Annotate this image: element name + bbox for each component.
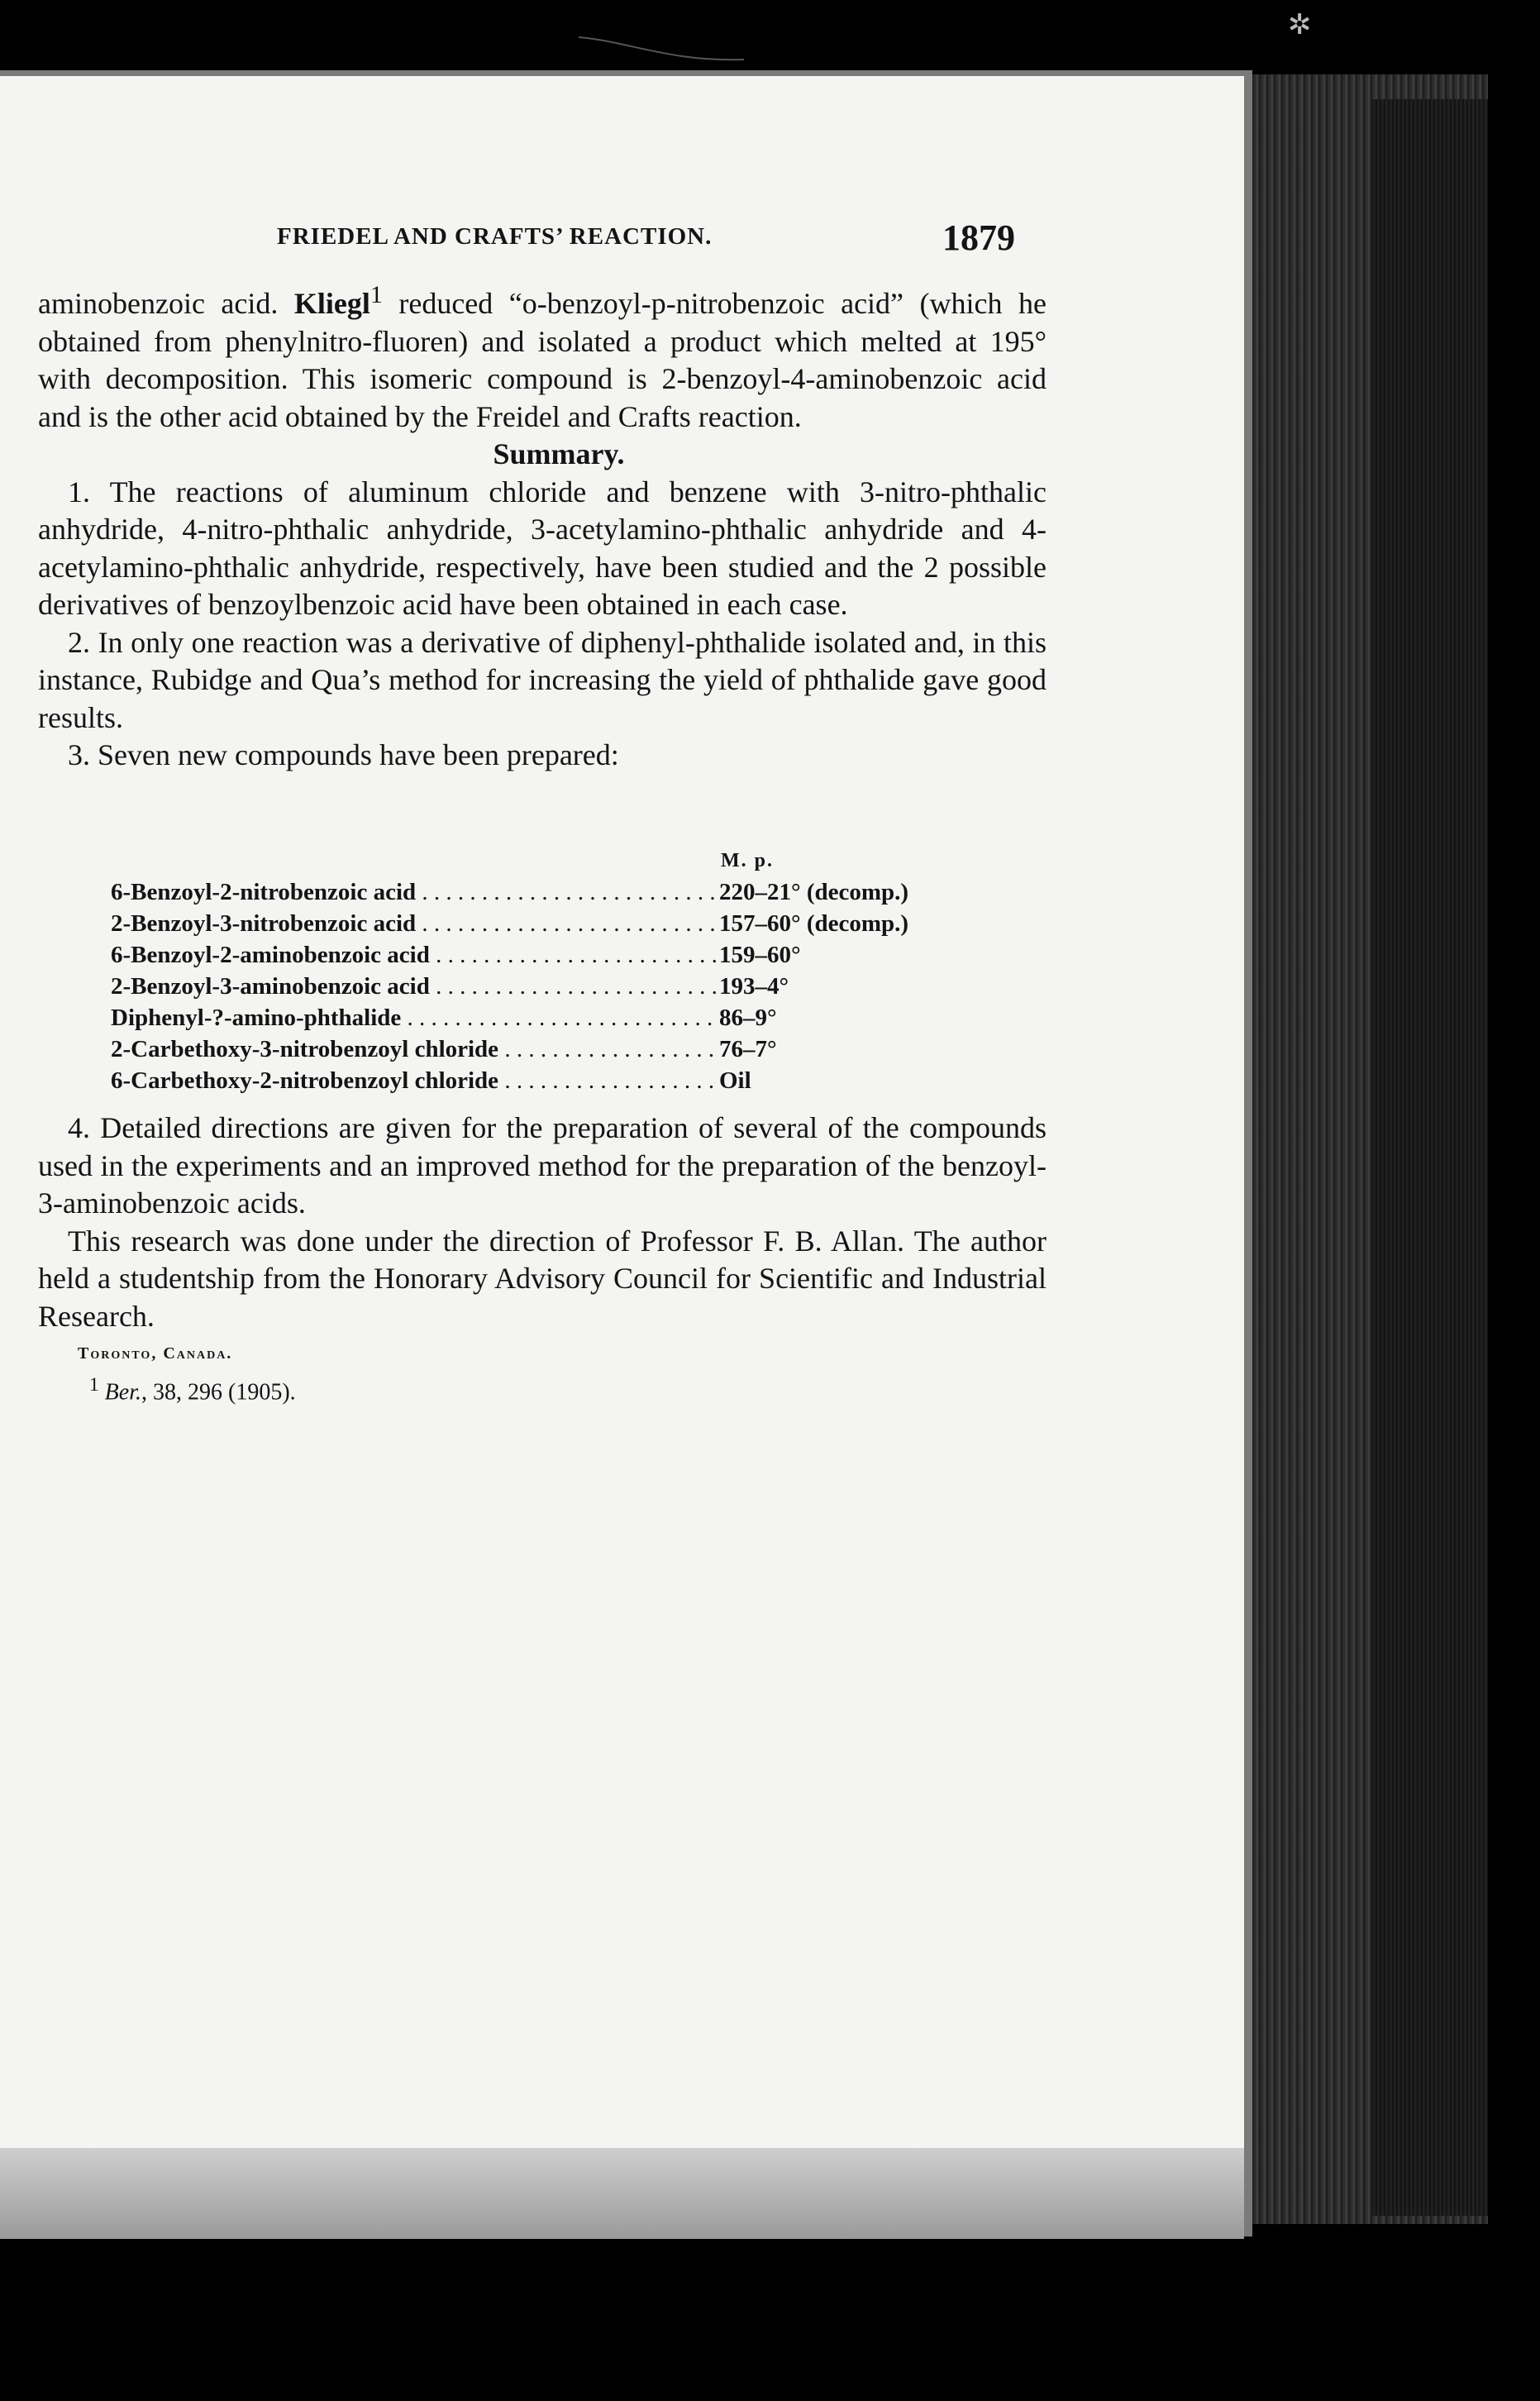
summary-heading: Summary. (493, 437, 625, 470)
author-reference: Kliegl (278, 287, 370, 320)
footnote-number: 1 (89, 1374, 99, 1396)
running-title: FRIEDEL AND CRAFTS’ REACTION. (277, 223, 713, 250)
compound-name: Diphenyl-?-amino-phthalide . . . (111, 1002, 719, 1033)
intro-line-start: aminobenzoic acid. (38, 287, 279, 320)
footnote-citation: , 38, 296 (1905). (141, 1379, 296, 1406)
summary-point-4: 4. Detailed directions are given for the preparation of several of the compounds used in the experiments and an improved method for the preparation of the benzoyl-3-aminobenzoic acids. (38, 1111, 1047, 1220)
melting-point-column-header: M. p. (721, 850, 774, 871)
page-number: 1879 (942, 217, 1015, 258)
compound-name: 2-Benzoyl-3-aminobenzoic acid . . . (111, 971, 719, 1002)
closing-body (38, 1110, 1047, 1335)
intro-text: reduced “o-benzoyl-p-nitrobenzoic acid” (which he obtained from phenylnitro-fluoren) and isolated a product which melted at 195° with decomposition. This isomeric compound is 2-benzoyl-4-aminobenzoic acid and is the other acid obtained by the Freidel and Crafts reaction. (38, 287, 1047, 433)
compound-name: 2-Carbethoxy-3-nitrobenzoyl chloride . . . (111, 1033, 719, 1065)
footnote-journal: Ber. (104, 1379, 141, 1406)
compound-name: 6-Benzoyl-2-aminobenzoic acid . . . (111, 939, 719, 971)
compound-table (111, 876, 908, 1096)
scan-artifact (579, 33, 744, 66)
compound-melting-point: 86–9° (719, 1005, 777, 1031)
table-row (111, 1065, 908, 1096)
compound-melting-point: 157–60° (decomp.) (719, 910, 909, 937)
table-row (111, 1002, 908, 1033)
main-body (38, 276, 1047, 775)
table-row (111, 1033, 908, 1065)
compound-name: 6-Carbethoxy-2-nitrobenzoyl chloride . . . (111, 1065, 719, 1096)
table-row (111, 971, 908, 1002)
acknowledgement: This research was done under the direction of Professor F. B. Allan. The author held a studentship from the Honorary Advisory Council for Scientific and Industrial Research. (38, 1224, 1047, 1333)
summary-point-2: 2. In only one reaction was a derivative of diphenyl-phthalide isolated and, in this instance, Rubidge and Qua’s method for increasing the yield of phthalide gave good results. (38, 625, 1047, 734)
page-bottom-gradient (0, 2148, 1244, 2239)
scan-corner-mark-icon: ✲ (1288, 8, 1312, 41)
compound-melting-point: 76–7° (719, 1036, 777, 1062)
footnote-marker: 1 (370, 281, 383, 308)
book-spine-shadow (1372, 99, 1488, 2216)
compound-name: 6-Benzoyl-2-nitrobenzoic acid . . . (111, 876, 719, 908)
table-row (111, 908, 908, 939)
table-row (111, 939, 908, 971)
summary-point-1: 1. The reactions of aluminum chloride and benzene with 3-nitro-phthalic anhydride, 4-nitro-phthalic anhydride, 3-acetylamino-phthalic anhydride and 4-acetylamino-phthalic anhydride, respectively, have been studied and the 2 possible derivatives of benzoylbenzoic acid have been obtained in each case. (38, 475, 1047, 621)
author-location: Toronto, Canada. (78, 1344, 233, 1363)
summary-point-3: 3. Seven new compounds have been prepared: (68, 738, 619, 771)
footnote (89, 1374, 296, 1406)
intro-paragraph (38, 276, 1047, 436)
compound-melting-point: Oil (719, 1067, 751, 1094)
table-row (111, 876, 908, 908)
compound-melting-point: 193–4° (719, 973, 789, 1000)
compound-melting-point: 159–60° (719, 942, 801, 968)
compound-name: 2-Benzoyl-3-nitrobenzoic acid . . . (111, 908, 719, 939)
compound-melting-point: 220–21° (decomp.) (719, 879, 909, 905)
